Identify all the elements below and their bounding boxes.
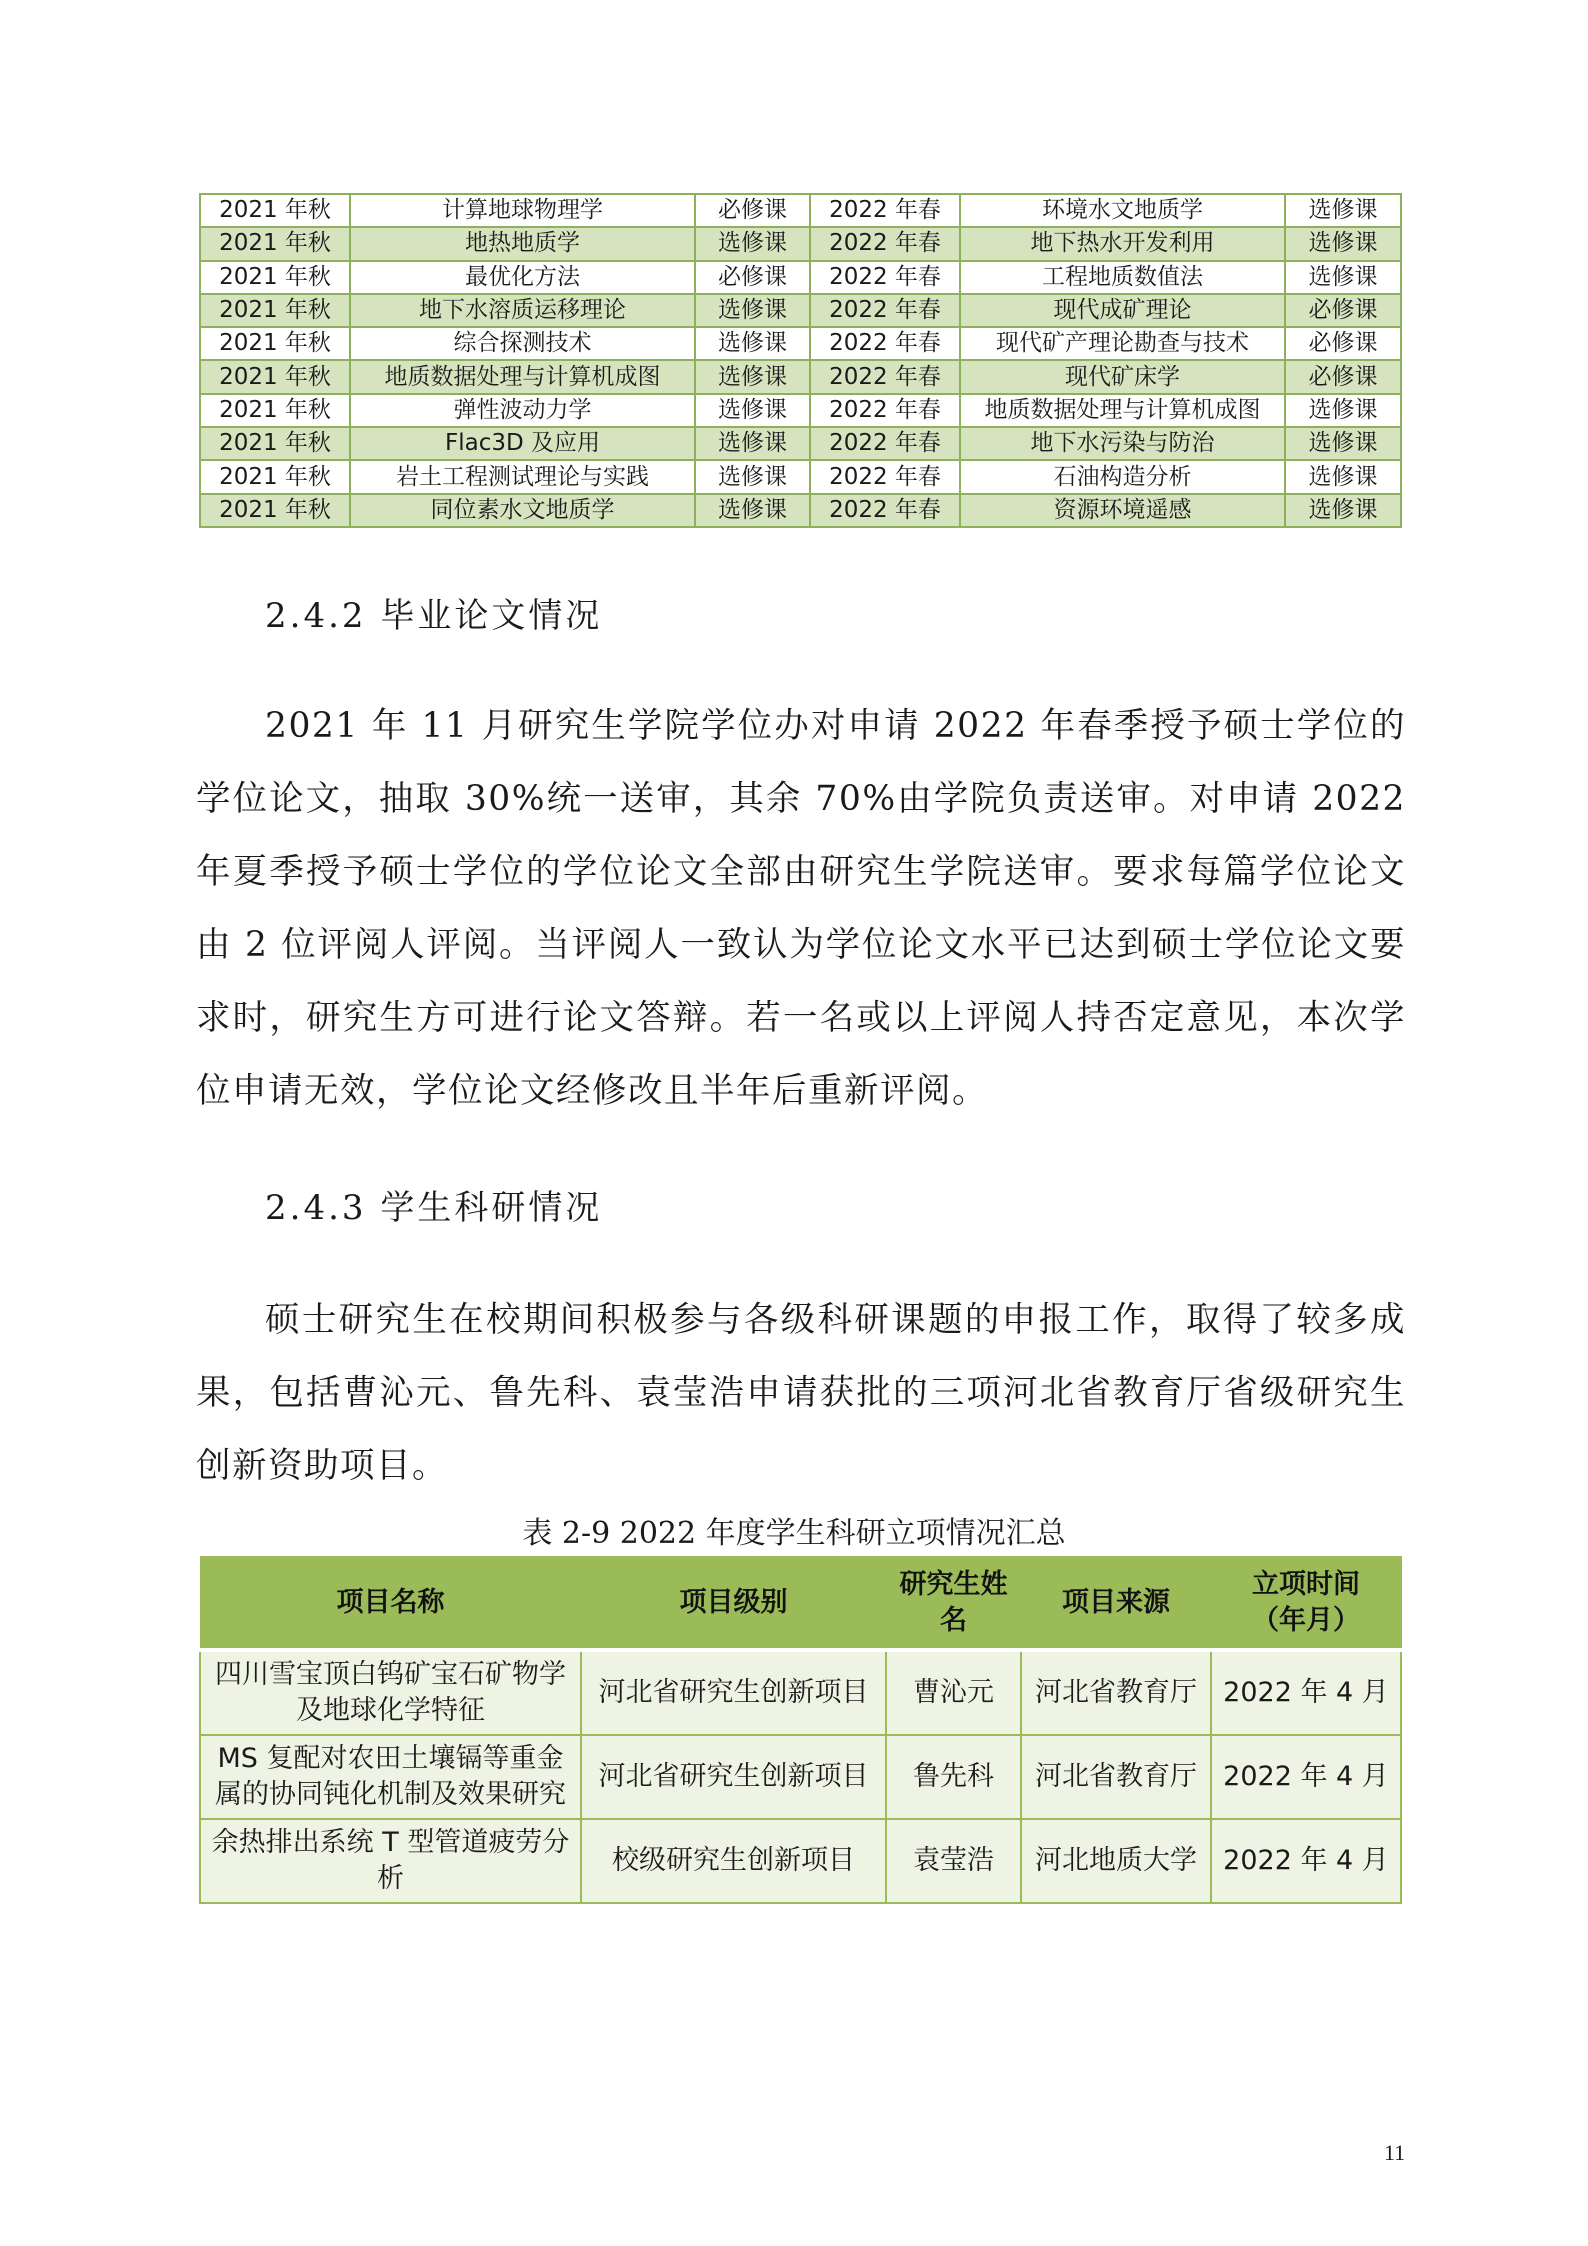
section-heading-2-4-2: 2.4.2 毕业论文情况 xyxy=(265,596,603,636)
cell-type-autumn: 选修课 xyxy=(695,427,810,460)
cell-term-autumn: 2021 年秋 xyxy=(200,427,350,460)
cell-project-source: 河北地质大学 xyxy=(1021,1819,1211,1903)
cell-type-spring: 选修课 xyxy=(1285,394,1401,427)
header-student-name: 研究生姓名 xyxy=(886,1557,1021,1651)
table-caption: 表 2-9 2022 年度学生科研立项情况汇总 xyxy=(522,1516,1066,1551)
course-row xyxy=(200,261,1401,294)
course-row xyxy=(200,227,1401,260)
cell-course-spring: 资源环境遥感 xyxy=(960,494,1285,527)
cell-term-autumn: 2021 年秋 xyxy=(200,460,350,493)
cell-type-autumn: 选修课 xyxy=(695,227,810,260)
cell-type-spring: 选修课 xyxy=(1285,460,1401,493)
cell-term-autumn: 2021 年秋 xyxy=(200,194,350,227)
cell-term-spring: 2022 年春 xyxy=(810,294,960,327)
cell-course-autumn: 最优化方法 xyxy=(350,261,695,294)
cell-term-autumn: 2021 年秋 xyxy=(200,327,350,360)
cell-course-autumn: 计算地球物理学 xyxy=(350,194,695,227)
cell-project-name: 四川雪宝顶白钨矿宝石矿物学及地球化学特征 xyxy=(200,1650,581,1735)
cell-student-name: 鲁先科 xyxy=(886,1735,1021,1819)
course-row xyxy=(200,360,1401,393)
cell-approval-date: 2022 年 4 月 xyxy=(1211,1650,1401,1735)
cell-project-level: 校级研究生创新项目 xyxy=(581,1819,886,1903)
cell-term-spring: 2022 年春 xyxy=(810,327,960,360)
cell-term-spring: 2022 年春 xyxy=(810,494,960,527)
cell-type-autumn: 必修课 xyxy=(695,194,810,227)
course-row xyxy=(200,194,1401,227)
cell-course-spring: 工程地质数值法 xyxy=(960,261,1285,294)
course-row xyxy=(200,394,1401,427)
cell-type-autumn: 选修课 xyxy=(695,327,810,360)
thesis-paragraph: 2021 年 11 月研究生学院学位办对申请 2022 年春季授予硕士学位的学位论文，抽取 30%统一送审，其余 70%由学院负责送审。对申请 2022 年夏季授予硕士学位的学位论文全部由研究生学院送审。要求每篇学位论文由 2 位评阅人评阅。当评阅人一致认为学位论文水平已达到硕士学位论文要求时，研究生方可进行论文答辩。若一名或以上评阅人持否定意见，本次学位申请无效，学位论文经修改且半年后重新评阅。 xyxy=(196,706,1406,1111)
cell-type-autumn: 必修课 xyxy=(695,261,810,294)
cell-course-autumn: 同位素水文地质学 xyxy=(350,494,695,527)
cell-type-autumn: 选修课 xyxy=(695,460,810,493)
cell-term-autumn: 2021 年秋 xyxy=(200,294,350,327)
cell-student-name: 袁莹浩 xyxy=(886,1819,1021,1903)
cell-project-source: 河北省教育厅 xyxy=(1021,1650,1211,1735)
cell-project-level: 河北省研究生创新项目 xyxy=(581,1735,886,1819)
cell-course-autumn: 弹性波动力学 xyxy=(350,394,695,427)
cell-type-spring: 选修课 xyxy=(1285,494,1401,527)
cell-type-autumn: 选修课 xyxy=(695,494,810,527)
cell-type-spring: 选修课 xyxy=(1285,261,1401,294)
course-table xyxy=(199,193,1402,528)
course-row xyxy=(200,460,1401,493)
cell-course-spring: 环境水文地质学 xyxy=(960,194,1285,227)
cell-course-autumn: 地质数据处理与计算机成图 xyxy=(350,360,695,393)
cell-type-spring: 必修课 xyxy=(1285,294,1401,327)
course-row xyxy=(200,494,1401,527)
cell-course-spring: 地下热水开发利用 xyxy=(960,227,1285,260)
course-row xyxy=(200,327,1401,360)
cell-term-autumn: 2021 年秋 xyxy=(200,261,350,294)
table-row xyxy=(200,1735,1401,1819)
table-row xyxy=(200,1819,1401,1903)
cell-type-spring: 选修课 xyxy=(1285,227,1401,260)
cell-course-autumn: Flac3D 及应用 xyxy=(350,427,695,460)
cell-type-spring: 必修课 xyxy=(1285,360,1401,393)
header-approval-date: 立项时间（年月） xyxy=(1211,1557,1401,1651)
cell-term-spring: 2022 年春 xyxy=(810,460,960,493)
cell-course-spring: 石油构造分析 xyxy=(960,460,1285,493)
cell-term-spring: 2022 年春 xyxy=(810,261,960,294)
cell-course-spring: 地质数据处理与计算机成图 xyxy=(960,394,1285,427)
cell-project-name: 余热排出系统 T 型管道疲劳分析 xyxy=(200,1819,581,1903)
section-heading-2-4-3: 2.4.3 学生科研情况 xyxy=(265,1188,603,1228)
cell-course-spring: 现代矿产理论勘查与技术 xyxy=(960,327,1285,360)
cell-type-autumn: 选修课 xyxy=(695,294,810,327)
cell-term-spring: 2022 年春 xyxy=(810,194,960,227)
cell-course-autumn: 地热地质学 xyxy=(350,227,695,260)
cell-term-autumn: 2021 年秋 xyxy=(200,394,350,427)
cell-student-name: 曹沁元 xyxy=(886,1650,1021,1735)
cell-course-spring: 现代成矿理论 xyxy=(960,294,1285,327)
cell-course-autumn: 综合探测技术 xyxy=(350,327,695,360)
project-table xyxy=(199,1556,1402,1904)
table-row xyxy=(200,1650,1401,1735)
cell-type-spring: 必修课 xyxy=(1285,327,1401,360)
cell-type-autumn: 选修课 xyxy=(695,394,810,427)
page-number: 11 xyxy=(1384,2140,1406,2165)
table-header-row xyxy=(200,1557,1401,1651)
header-project-level: 项目级别 xyxy=(581,1557,886,1651)
cell-type-spring: 选修课 xyxy=(1285,194,1401,227)
cell-course-autumn: 岩土工程测试理论与实践 xyxy=(350,460,695,493)
cell-project-level: 河北省研究生创新项目 xyxy=(581,1650,886,1735)
course-row xyxy=(200,294,1401,327)
cell-term-autumn: 2021 年秋 xyxy=(200,227,350,260)
cell-project-name: MS 复配对农田土壤镉等重金属的协同钝化机制及效果研究 xyxy=(200,1735,581,1819)
cell-term-spring: 2022 年春 xyxy=(810,227,960,260)
course-row xyxy=(200,427,1401,460)
cell-approval-date: 2022 年 4 月 xyxy=(1211,1735,1401,1819)
cell-course-spring: 现代矿床学 xyxy=(960,360,1285,393)
cell-type-autumn: 选修课 xyxy=(695,360,810,393)
cell-type-spring: 选修课 xyxy=(1285,427,1401,460)
research-paragraph: 硕士研究生在校期间积极参与各级科研课题的申报工作，取得了较多成果，包括曹沁元、鲁先科、袁莹浩申请获批的三项河北省教育厅省级研究生创新资助项目。 xyxy=(196,1300,1406,1486)
cell-term-spring: 2022 年春 xyxy=(810,360,960,393)
cell-course-autumn: 地下水溶质运移理论 xyxy=(350,294,695,327)
header-project-source: 项目来源 xyxy=(1021,1557,1211,1651)
cell-term-spring: 2022 年春 xyxy=(810,427,960,460)
cell-term-autumn: 2021 年秋 xyxy=(200,360,350,393)
cell-term-spring: 2022 年春 xyxy=(810,394,960,427)
cell-project-source: 河北省教育厅 xyxy=(1021,1735,1211,1819)
cell-term-autumn: 2021 年秋 xyxy=(200,494,350,527)
cell-course-spring: 地下水污染与防治 xyxy=(960,427,1285,460)
header-project-name: 项目名称 xyxy=(200,1557,581,1651)
cell-approval-date: 2022 年 4 月 xyxy=(1211,1819,1401,1903)
